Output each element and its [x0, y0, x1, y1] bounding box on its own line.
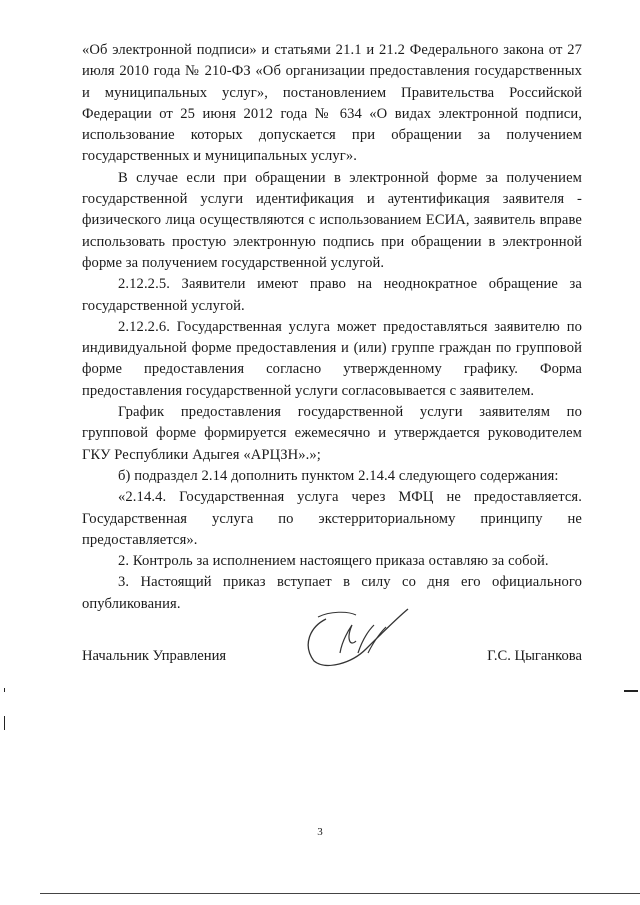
paragraph-subsection-2-14: б) подраздел 2.14 дополнить пунктом 2.14.4 следующего содержания:	[118, 467, 559, 484]
paragraph-2-14-4: «2.14.4. Государственная услуга через МФЦ не предоставляется. Государственная услуга по экстерриториальному принципу не предоставляется».	[82, 489, 582, 548]
signatory-title: Начальник Управления	[82, 648, 227, 664]
scan-margin-mark	[4, 716, 5, 730]
signature-block	[82, 646, 582, 668]
page-number: 3	[317, 826, 323, 838]
paragraph-control: 2. Контроль за исполнением настоящего приказа оставляю за собой.	[118, 553, 549, 570]
paragraph-group-schedule: График предоставления государственной услуги заявителям по групповой форме формируется ежемесячно и утверждается руководителем ГКУ Республики Адыгея «АРЦЗН».»;	[82, 404, 582, 463]
paragraph-effective-date: 3. Настоящий приказ вступает в силу со дня его официального опубликования.	[82, 574, 582, 612]
paragraph-2-12-2-6: 2.12.2.6. Государственная услуга может предоставляться заявителю по индивидуальной форме предоставления и (или) группе граждан по групповой форме предоставления согласно утвержденному графику. Форма предоставления государственной услуги согласовывается с заявителем.	[82, 318, 582, 399]
signatory-name: Г.С. Цыганкова	[487, 648, 582, 664]
scan-margin-mark	[624, 690, 638, 692]
scan-margin-mark	[4, 688, 5, 692]
document-body	[82, 40, 582, 615]
page-bottom-edge	[40, 893, 640, 894]
paragraph-esia-signature: В случае если при обращении в электронной форме за получением государственной услуги идентификация и аутентификация заявителя - физического лица осуществляются с использованием ЕСИА, заявитель вправе использовать простую электронную подпись при обращении в электронной форме за получением государственной услугой.	[82, 169, 582, 271]
paragraph-2-12-2-5: 2.12.2.5. Заявители имеют право на неоднократное обращение за государственной услугой.	[82, 276, 582, 314]
paragraph-legal-references: «Об электронной подписи» и статьями 21.1 и 21.2 Федерального закона от 27 июля 2010 года № 210-ФЗ «Об организации предоставления государственных и муниципальных услуг», постановлением Правительства Российской Федерации от 25 июня 2012 года № 634 «О видах электронной подписи, использование которых допускается при обращении за получением государственных и муниципальных услуг».	[82, 42, 582, 165]
